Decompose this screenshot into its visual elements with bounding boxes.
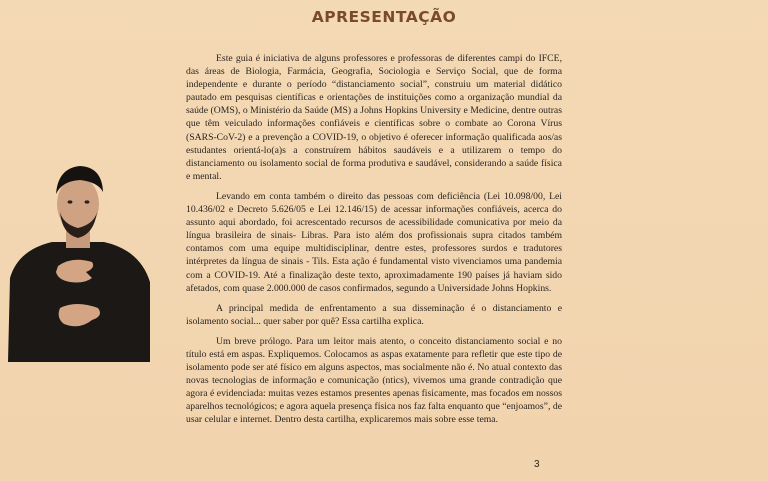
- page-number: 3: [534, 459, 540, 470]
- body-text: [186, 52, 562, 434]
- paragraph-1: Este guia é iniciativa de alguns professores e professoras de diferentes campi do IFCE, das áreas de Biologia, Farmácia, Geografia, Sociologia e Serviço Social, que de forma independente e durante o período “distanciamento social”, construiu um material didático pautado em pesquisas científicas e orientações de instituições como a organização mundial da saúde (OMS), o Ministério da Saúde (MS) a Johns Hopkins University e Medicine, dentre outras que têm veiculado informações confiáveis e científicas sobre o combate ao Corona Vírus (SARS-CoV-2) e a prevenção a COVID-19, o objetivo é oferecer informação qualificada aos/as estudantes orientá-lo(a)s a construírem hábitos saudáveis e a utilizarem o tempo do distanciamento ou isolamento social de forma produtiva e saudável, considerando a saúde física e mental.: [186, 53, 562, 182]
- sign-language-interpreter-video: [0, 158, 158, 362]
- paragraph-2: Levando em conta também o direito das pessoas com deficiência (Lei 10.098/00, Lei 10.436/02 e Decreto 5.626/05 e Lei 12.146/15) de acessar informações confiáveis, acerca do assunto aqui abordado, foi acrescentado recursos de acessibilidade comunicativa por meio da língua brasileira de sinais- Libras. Para isto além dos profissionais supra citados também contamos com uma equipe multidisciplinar, dentre estes, professores surdos e tradutores intérpretes da língua de sinais - Tils. Esta ação é fundamental visto vivenciamos uma pandemia com a COVID-19. Até a finalização deste texto, aproximadamente 190 países já haviam sido afetados, com quase 2.000.000 de casos confirmados, segundo a Universidade Johns Hopkins.: [186, 190, 562, 294]
- paragraph-4: Um breve prólogo. Para um leitor mais atento, o conceito distanciamento social e no título está em aspas. Expliquemos. Colocamos as aspas exatamente para refletir que este tipo de isolamento pode ser até físico em alguns aspectos, mas socialmente não é. No atual contexto das novas tecnologias de informação e comunicação (ntics), vivemos uma grande contradição que agora é evidenciada: muitas vezes estamos presentes apenas fisicamente, mas focados em nossos aparelhos tecnológicos; e agora aquela presença física nos faz falta enquanto que “enjoamos”, de usar celular e internet. Dentro desta cartilha, explicaremos mais sobre esse tema.: [186, 335, 562, 426]
- page-title: APRESENTAÇÃO: [311, 8, 457, 26]
- paragraph-3: A principal medida de enfrentamento a sua disseminação é o distanciamento e isolamento social... quer saber por quê? Essa cartilha explica.: [186, 302, 562, 327]
